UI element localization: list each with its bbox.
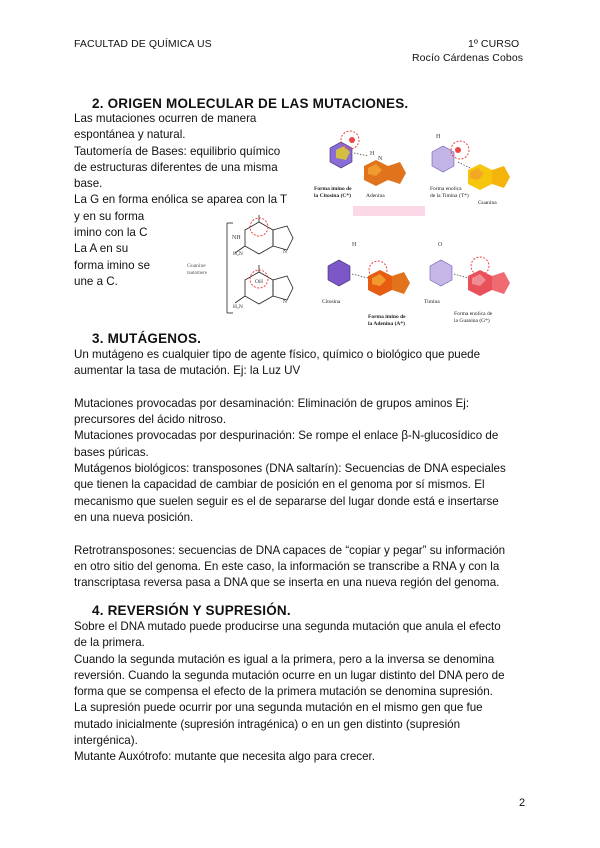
text-line: en otro sitio del genoma. En este caso, la información se transcribe a RNA y con la [74, 559, 500, 573]
base-pair-tautomers-figure [308, 118, 523, 333]
text-line: imino con la C [74, 226, 148, 240]
text-line: La G en forma enólica se aparea con la T [74, 193, 288, 207]
text-line: reversión. Cuando la segunda mutación ocurre en un lugar distinto del DNA pero de [74, 668, 505, 682]
text-line: de estructuras diferentes de una misma [74, 160, 278, 174]
label-amine-bottom: H₂N [233, 304, 243, 310]
text-line: Mutante Auxótrofo: mutante que necesita algo para crecer. [74, 750, 375, 764]
caption-guanina-top: Guanina [478, 200, 497, 206]
text-line: y en su forma [74, 209, 145, 223]
pair-t-enol-guanine [430, 134, 510, 206]
text-line: La supresión puede ocurrir por una segunda mutación en el mismo gen que fue [74, 701, 483, 715]
label-nh: NH [232, 235, 241, 241]
text-line: aumentar la tasa de mutación. Ej: la Luz UV [74, 364, 301, 378]
text-line: une a C. [74, 274, 118, 288]
header-faculty: FACULTAD DE QUÍMICA US [74, 38, 212, 50]
section-2-heading: 2. ORIGEN MOLECULAR DE LAS MUTACIONES. [92, 96, 409, 111]
label-tautomere: tautomere [187, 271, 207, 276]
text-line: precursores del ácido nitroso. [74, 413, 227, 427]
section-4-heading: 4. REVERSIÓN Y SUPRESIÓN. [92, 603, 291, 618]
text-line: Mutaciones provocadas por desaminación: Eliminación de grupos aminos Ej: [74, 396, 470, 410]
label-n-top: N [283, 249, 287, 255]
text-line: de la primera. [74, 636, 145, 650]
caption-adenina-top: Adenina [366, 193, 385, 199]
caption-t-enol-1: Forma enolica [430, 186, 462, 192]
label-n-bottom: N [283, 299, 287, 305]
atom-h: H [370, 151, 375, 157]
text-line: bases púricas. [74, 445, 149, 459]
atom-h-2: H [436, 134, 441, 140]
text-line: intergénica). [74, 734, 138, 748]
text-line: mutado inicialmente (supresión intragénica) o en un gen distinto (supresión [74, 717, 461, 731]
text-line [74, 380, 506, 396]
page-number: 2 [519, 797, 526, 809]
text-line: Cuando la segunda mutación es igual a la primera, pero a la inversa se denomina [74, 652, 495, 666]
text-line: en una nueva posición. [74, 510, 194, 524]
caption-c-imino-1: Forma imino de [314, 186, 352, 192]
caption-citosina: Citosina [322, 299, 341, 305]
guanine-tautomer-figure [175, 215, 303, 325]
text-line: que tienen la capacidad de cambiar de posición en el genoma por sí mismos. El [74, 478, 485, 492]
atom-h-3: H [352, 242, 357, 248]
caption-g-enol-1: Forma enolica de [454, 311, 493, 317]
text-line: espontánea y natural. [74, 128, 186, 142]
section-4-body [74, 619, 505, 766]
text-line: Mutaciones provocadas por despurinación: Se rompe el enlace β-N-glucosídico de [74, 429, 499, 443]
caption-timina: Timina [424, 299, 440, 305]
pair-c-imino-adenine [314, 131, 406, 199]
header-course: 1º CURSO [468, 38, 520, 50]
text-line: forma imino se [74, 258, 151, 272]
text-line: Tautomería de Bases: equilibrio químico [74, 144, 281, 158]
label-oh: OH [255, 279, 263, 285]
caption-c-imino-2: la Citosina (C*) [314, 193, 351, 199]
caption-a-imino-1: Forma imino de [368, 314, 406, 320]
text-line: base. [74, 177, 103, 191]
pair-citosina-a-imino [322, 242, 410, 327]
label-guanine: Guanine [187, 263, 206, 269]
text-line [74, 526, 506, 542]
text-line: Las mutaciones ocurren de manera [74, 112, 257, 125]
atom-o: O [438, 242, 443, 248]
label-amine-top: H₂N [233, 251, 243, 257]
text-line: transcriptasa reversa pasa a DNA que se inserta en una nueva región del genoma. [74, 576, 500, 590]
caption-a-imino-2: la Adenina (A*) [368, 321, 405, 327]
text-line: Retrotransposones: secuencias de DNA capaces de “copiar y pegar” su información [74, 543, 506, 557]
highlight-band [353, 206, 425, 216]
caption-g-enol-2: la Guanina (G*) [454, 318, 490, 324]
atom-n: N [378, 156, 383, 162]
text-line: La A en su [74, 242, 129, 256]
text-line: forma que se compensa el efecto de la primera mutación se denomina supresión. [74, 685, 493, 699]
text-line: Mutágenos biológicos: transposones (DNA saltarín): Secuencias de DNA especiales [74, 462, 506, 476]
text-line: mecanismo que suelen seguir es el de separarse del lugar donde está e insertarse [74, 494, 499, 508]
text-line: Sobre el DNA mutado puede producirse una segunda mutación que anula el efecto [74, 620, 501, 633]
text-line: Un mutágeno es cualquier tipo de agente físico, químico o biológico que puede [74, 348, 481, 361]
caption-t-enol-2: de la Timina (T*) [430, 193, 469, 199]
header-author: Rocío Cárdenas Cobos [412, 52, 524, 64]
section-3-heading: 3. MUTÁGENOS. [92, 331, 202, 346]
pair-timina-g-enol [424, 242, 510, 324]
section-3-body [74, 347, 506, 591]
